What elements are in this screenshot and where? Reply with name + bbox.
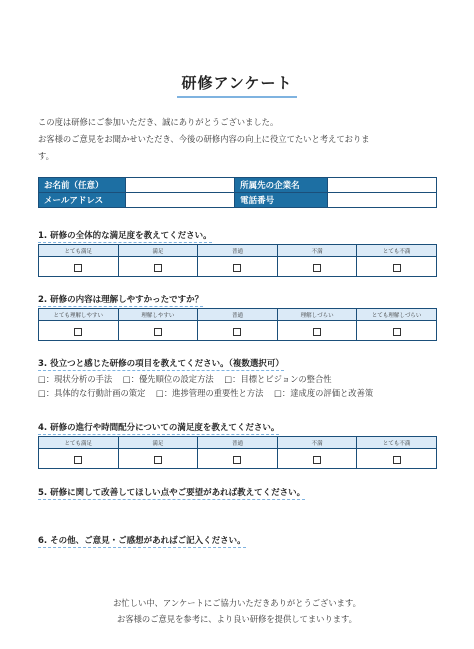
q4-checkbox[interactable] xyxy=(233,456,241,464)
q2-option-label: とても理解しやすい xyxy=(39,309,119,321)
choice-item[interactable]: □：進捗管理の重要性と方法 xyxy=(156,388,264,398)
closing-message xyxy=(0,595,474,627)
question-5-text: 5. 研修に関して改善してほしい点やご要望があれば教えてください。 xyxy=(38,488,306,498)
q4-checkbox[interactable] xyxy=(154,456,162,464)
choice-item[interactable]: □：現状分析の手法 xyxy=(38,374,113,384)
q2-checkbox[interactable] xyxy=(313,328,321,336)
q2-option-label: とても理解しづらい xyxy=(357,309,437,321)
question-2-title xyxy=(38,293,203,305)
q1-option-label: とても不満 xyxy=(357,245,437,257)
q1-cell xyxy=(357,257,437,277)
q2-option-label: 普通 xyxy=(198,309,278,321)
q4-option-label: 満足 xyxy=(118,437,198,449)
q1-checkbox[interactable] xyxy=(393,264,401,272)
question-4-scale xyxy=(38,436,437,469)
intro-text xyxy=(38,114,438,165)
q1-cell xyxy=(39,257,119,277)
question-4-text: 4. 研修の進行や時間配分についての満足度を教えてください。 xyxy=(38,423,280,433)
company-label: 所属先の企業名 xyxy=(235,178,328,193)
q2-checkbox[interactable] xyxy=(233,328,241,336)
q4-cell xyxy=(277,449,357,469)
q2-cell xyxy=(277,321,357,341)
q2-checkbox[interactable] xyxy=(74,328,82,336)
closing-line-1: お忙しい中、アンケートにご協力いただきありがとうございます。 xyxy=(113,598,361,608)
question-1-scale xyxy=(38,244,437,277)
q4-checkbox[interactable] xyxy=(74,456,82,464)
q4-cell xyxy=(118,449,198,469)
page-title: 研修アンケート xyxy=(177,72,296,98)
intro-line-2: お客様のご意見をお聞かせいただき、今後の研修内容の向上に役立てたいと考えておりま xyxy=(38,134,370,144)
q1-checkbox[interactable] xyxy=(233,264,241,272)
q1-checkbox[interactable] xyxy=(313,264,321,272)
q2-checkbox[interactable] xyxy=(393,328,401,336)
q4-option-label: とても不満 xyxy=(357,437,437,449)
q2-cell xyxy=(357,321,437,341)
question-6-text: 6. その他、ご意見・ご感想があればご記入ください。 xyxy=(38,536,246,546)
intro-line-3: す。 xyxy=(38,151,54,161)
intro-line-1: この度は研修にご参加いただき、誠にありがとうございました。 xyxy=(38,117,279,127)
question-5-title xyxy=(38,486,305,498)
q2-cell xyxy=(198,321,278,341)
phone-field[interactable] xyxy=(327,193,436,208)
name-label: お名前（任意） xyxy=(39,178,126,193)
respondent-info-table xyxy=(38,177,437,208)
q4-cell xyxy=(198,449,278,469)
choice-item[interactable]: □：目標とビジョンの整合性 xyxy=(224,374,332,384)
email-field[interactable] xyxy=(125,193,234,208)
choice-item[interactable]: □：優先順位の設定方法 xyxy=(122,374,214,384)
q1-option-label: とても満足 xyxy=(39,245,119,257)
question-2-scale xyxy=(38,308,437,341)
question-4-title xyxy=(38,421,279,433)
choice-item[interactable]: □：具体的な行動計画の策定 xyxy=(38,388,146,398)
q1-option-label: 普通 xyxy=(198,245,278,257)
q1-cell xyxy=(198,257,278,277)
question-1-title xyxy=(38,229,212,241)
q4-cell xyxy=(39,449,119,469)
q4-checkbox[interactable] xyxy=(313,456,321,464)
choice-item[interactable]: □：達成度の評価と改善策 xyxy=(274,388,374,398)
name-field[interactable] xyxy=(125,178,234,193)
q1-option-label: 満足 xyxy=(118,245,198,257)
q1-cell xyxy=(277,257,357,277)
q4-option-label: 不満 xyxy=(277,437,357,449)
question-1-text: 1. 研修の全体的な満足度を教えてください。 xyxy=(38,231,212,241)
q4-option-label: 普通 xyxy=(198,437,278,449)
q2-checkbox[interactable] xyxy=(154,328,162,336)
q2-cell xyxy=(39,321,119,341)
phone-label: 電話番号 xyxy=(235,193,328,208)
q1-cell xyxy=(118,257,198,277)
company-field[interactable] xyxy=(327,178,436,193)
choice-row-1 xyxy=(38,372,448,386)
choice-row-2 xyxy=(38,386,448,400)
question-2-text: 2. 研修の内容は理解しやすかったですか？ xyxy=(38,295,204,305)
question-3-text: 3. 役立つと感じた研修の項目を教えてください。（複数選択可） xyxy=(38,359,284,369)
closing-line-2: お客様のご意見を参考に、より良い研修を提供してまいります。 xyxy=(117,614,357,624)
q2-cell xyxy=(118,321,198,341)
question-3-choices xyxy=(38,372,448,400)
question-3-title xyxy=(38,357,284,369)
q4-cell xyxy=(357,449,437,469)
q4-option-label: とても満足 xyxy=(39,437,119,449)
title-block xyxy=(0,72,474,98)
q1-option-label: 不満 xyxy=(277,245,357,257)
q1-checkbox[interactable] xyxy=(74,264,82,272)
q1-checkbox[interactable] xyxy=(154,264,162,272)
q4-checkbox[interactable] xyxy=(393,456,401,464)
q2-option-label: 理解しづらい xyxy=(277,309,357,321)
email-label: メールアドレス xyxy=(39,193,126,208)
q2-option-label: 理解しやすい xyxy=(118,309,198,321)
question-6-title xyxy=(38,534,246,546)
